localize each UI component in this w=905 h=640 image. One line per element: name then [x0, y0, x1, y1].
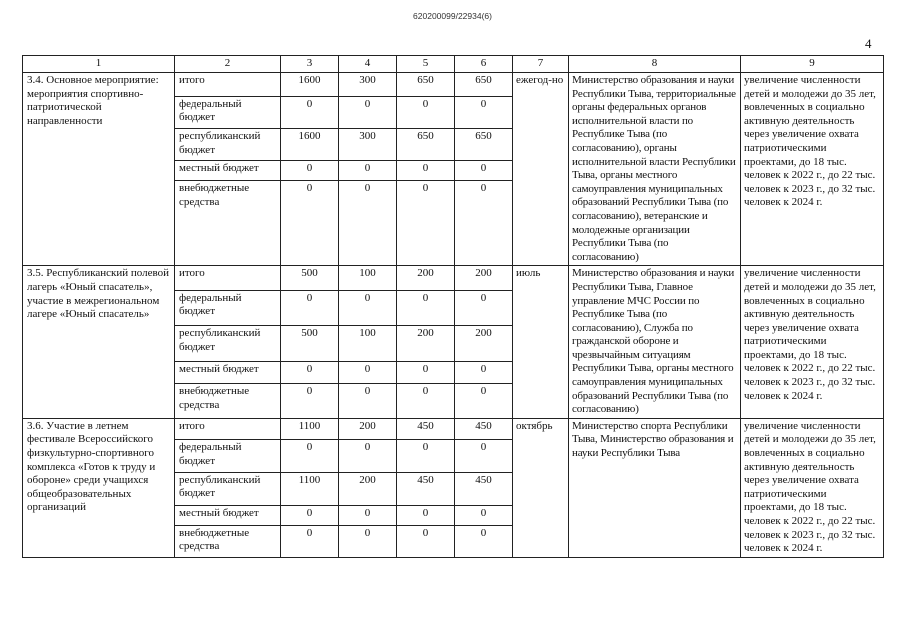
amount-cell: 100 — [339, 266, 397, 290]
amount-cell: 0 — [281, 525, 339, 557]
amount-cell: 0 — [397, 525, 455, 557]
amount-cell: 650 — [397, 129, 455, 161]
column-header: 5 — [397, 56, 455, 73]
amount-cell: 0 — [455, 383, 513, 418]
activity-title-cell: 3.6. Участие в летнем фестивале Всероссийского физкультурно-спортивного комплекса «Готов к труду и обороне» среди учащихся общеобразовательных организаций — [23, 418, 175, 557]
amount-cell: 650 — [455, 129, 513, 161]
amount-cell: 0 — [397, 290, 455, 326]
amount-cell: 200 — [339, 418, 397, 439]
amount-cell: 450 — [455, 472, 513, 505]
amount-cell: 1600 — [281, 73, 339, 97]
amount-cell: 200 — [397, 266, 455, 290]
table-row — [23, 73, 884, 97]
funding-source-cell: республиканский бюджет — [175, 326, 281, 362]
amount-cell: 1600 — [281, 129, 339, 161]
amount-cell: 0 — [455, 525, 513, 557]
period-cell: октябрь — [513, 418, 569, 557]
activity-title-cell: 3.5. Республиканский полевой лагерь «Юный спасатель», участие в межрегиональном лагере «Юный спасатель» — [23, 266, 175, 419]
funding-source-cell: федеральный бюджет — [175, 96, 281, 128]
funding-source-cell: местный бюджет — [175, 161, 281, 181]
amount-cell: 100 — [339, 326, 397, 362]
amount-cell: 0 — [397, 362, 455, 384]
amount-cell: 0 — [455, 505, 513, 525]
page-number: 4 — [865, 36, 872, 51]
column-header: 9 — [741, 56, 884, 73]
amount-cell: 0 — [339, 362, 397, 384]
amount-cell: 300 — [339, 73, 397, 97]
executors-cell: Министерство спорта Республики Тыва, Министерство образования и науки Республики Тыва — [569, 418, 741, 557]
amount-cell: 1100 — [281, 418, 339, 439]
column-header: 1 — [23, 56, 175, 73]
amount-cell: 650 — [397, 73, 455, 97]
amount-cell: 500 — [281, 326, 339, 362]
table-row — [23, 418, 884, 439]
amount-cell: 0 — [281, 440, 339, 473]
expected-result-cell: увеличение численности детей и молодежи до 35 лет, вовлеченных в социально активную деятельность через увеличение охвата патриотическими проектами, до 18 тыс. человек к 2022 г., до 22 тыс. человек к 2023 г., до 32 тыс. человек к 2024 г. — [741, 418, 884, 557]
amount-cell: 450 — [397, 418, 455, 439]
amount-cell: 0 — [339, 181, 397, 266]
amount-cell: 0 — [339, 383, 397, 418]
executors-cell: Министерство образования и науки Республики Тыва, Главное управление МЧС России по Республике Тыва (по согласованию), Служба по гражданской обороне и чрезвычайным ситуациям Республики Тыва, органы местного самоуправления муниципальных образований Республики Тыва (по согласованию) — [569, 266, 741, 419]
amount-cell: 500 — [281, 266, 339, 290]
column-header: 8 — [569, 56, 741, 73]
amount-cell: 0 — [281, 505, 339, 525]
period-cell: ежегод-но — [513, 73, 569, 266]
amount-cell: 0 — [281, 96, 339, 128]
amount-cell: 0 — [397, 96, 455, 128]
amount-cell: 0 — [455, 362, 513, 384]
header-row — [23, 56, 884, 73]
amount-cell: 0 — [281, 181, 339, 266]
amount-cell: 0 — [397, 383, 455, 418]
executors-cell: Министерство образования и науки Республики Тыва, территориальные органы федеральных органов исполнительной власти по Республике Тыва (по согласованию), органы исполнительной власти Республики Тыва, органы местного самоуправления муниципальных образований Республики Тыва (по согласованию), ветеранские и молодежные организации Республики Тыва (по согласованию) — [569, 73, 741, 266]
amount-cell: 1100 — [281, 472, 339, 505]
activity-title-cell: 3.4. Основное мероприятие: мероприятия спортивно-патриотической направленности — [23, 73, 175, 266]
funding-source-cell: внебюджетные средства — [175, 383, 281, 418]
funding-source-cell: внебюджетные средства — [175, 525, 281, 557]
funding-source-cell: местный бюджет — [175, 362, 281, 384]
amount-cell: 0 — [281, 161, 339, 181]
amount-cell: 0 — [339, 525, 397, 557]
amount-cell: 0 — [281, 290, 339, 326]
funding-source-cell: итого — [175, 266, 281, 290]
amount-cell: 0 — [455, 290, 513, 326]
amount-cell: 0 — [281, 383, 339, 418]
period-cell: июль — [513, 266, 569, 419]
amount-cell: 0 — [455, 181, 513, 266]
funding-source-cell: республиканский бюджет — [175, 129, 281, 161]
document-id: 620200099/22934(6) — [413, 11, 492, 21]
column-header: 7 — [513, 56, 569, 73]
amount-cell: 200 — [455, 326, 513, 362]
column-header: 2 — [175, 56, 281, 73]
amount-cell: 0 — [455, 96, 513, 128]
funding-source-cell: республиканский бюджет — [175, 472, 281, 505]
expected-result-cell: увеличение численности детей и молодежи до 35 лет, вовлеченных в социально активную деятельность через увеличение охвата патриотическими проектами, до 18 тыс. человек к 2022 г., до 22 тыс. человек к 2023 г., до 32 тыс. человек к 2024 г. — [741, 266, 884, 419]
amount-cell: 0 — [455, 440, 513, 473]
amount-cell: 0 — [397, 181, 455, 266]
amount-cell: 0 — [397, 161, 455, 181]
funding-source-cell: внебюджетные средства — [175, 181, 281, 266]
amount-cell: 0 — [397, 505, 455, 525]
column-header: 4 — [339, 56, 397, 73]
amount-cell: 0 — [339, 290, 397, 326]
amount-cell: 0 — [455, 161, 513, 181]
amount-cell: 0 — [397, 440, 455, 473]
column-header: 6 — [455, 56, 513, 73]
expected-result-cell: увеличение численности детей и молодежи до 35 лет, вовлеченных в социально активную деятельность через увеличение охвата патриотическими проектами, до 18 тыс. человек к 2022 г., до 22 тыс. человек к 2023 г., до 32 тыс. человек к 2024 г. — [741, 73, 884, 266]
funding-source-cell: итого — [175, 418, 281, 439]
amount-cell: 0 — [339, 161, 397, 181]
amount-cell: 0 — [339, 440, 397, 473]
amount-cell: 200 — [339, 472, 397, 505]
amount-cell: 0 — [339, 505, 397, 525]
funding-source-cell: местный бюджет — [175, 505, 281, 525]
amount-cell: 650 — [455, 73, 513, 97]
amount-cell: 450 — [455, 418, 513, 439]
program-table — [22, 55, 884, 558]
column-header: 3 — [281, 56, 339, 73]
funding-source-cell: федеральный бюджет — [175, 440, 281, 473]
table-row — [23, 266, 884, 290]
amount-cell: 300 — [339, 129, 397, 161]
amount-cell: 0 — [339, 96, 397, 128]
funding-source-cell: итого — [175, 73, 281, 97]
amount-cell: 200 — [455, 266, 513, 290]
amount-cell: 200 — [397, 326, 455, 362]
amount-cell: 0 — [281, 362, 339, 384]
funding-source-cell: федеральный бюджет — [175, 290, 281, 326]
amount-cell: 450 — [397, 472, 455, 505]
